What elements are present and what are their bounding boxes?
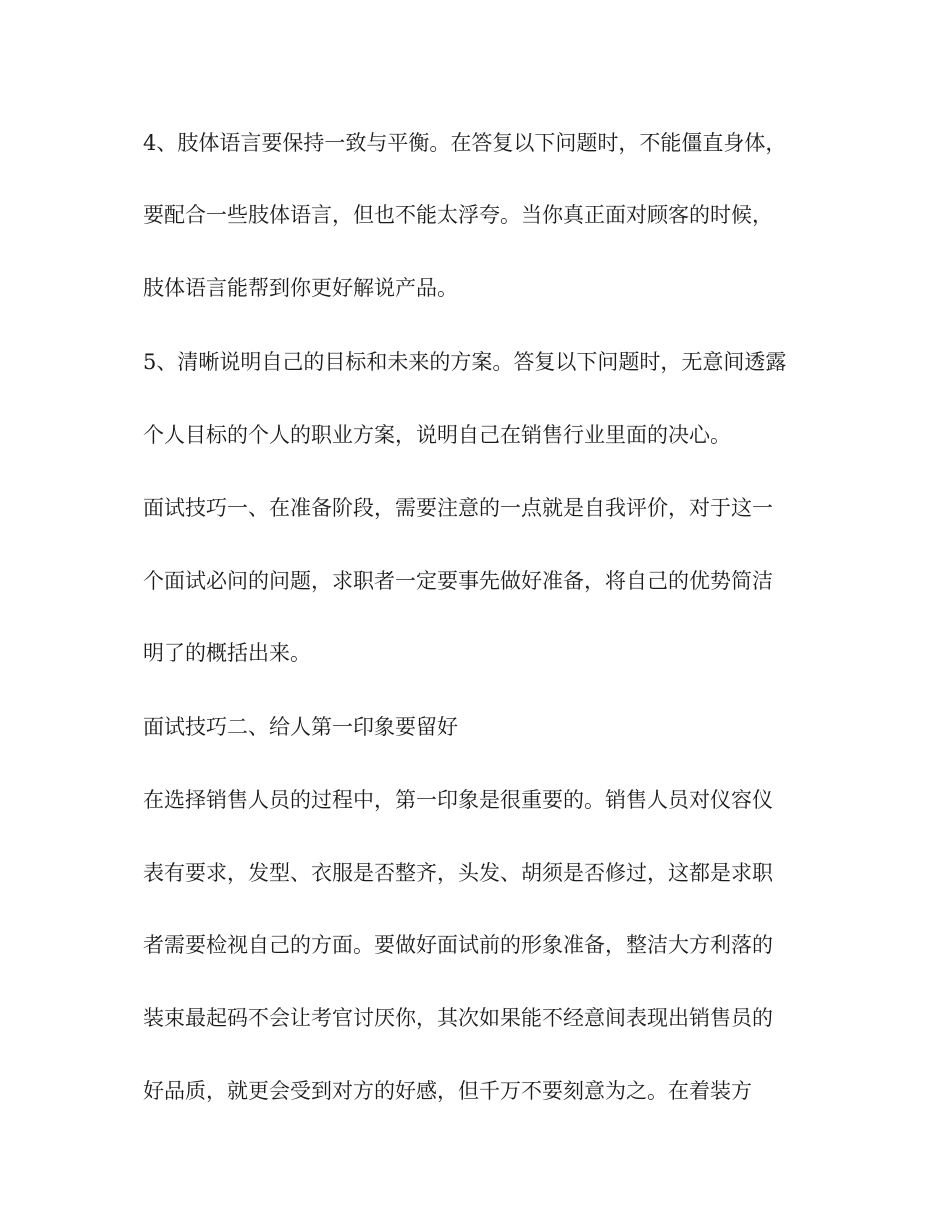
text-line: 表有要求，发型、衣服是否整齐，头发、胡须是否修过，这都是求职: [143, 861, 773, 885]
text-line: 要配合一些肢体语言，但也不能太浮夸。当你真正面对顾客的时候，: [143, 203, 773, 227]
text-line: 面试技巧一、在准备阶段，需要注意的一点就是自我评价，对于这一: [143, 496, 773, 520]
text-line: 个人目标的个人的职业方案，说明自己在销售行业里面的决心。: [143, 423, 731, 447]
text-line: 4、肢体语言要保持一致与平衡。在答复以下问题时，不能僵直身体，: [143, 131, 787, 155]
text-line: 装束最起码不会让考官讨厌你，其次如果能不经意间表现出销售员的: [143, 1006, 773, 1030]
text-line: 好品质，就更会受到对方的好感，但千万不要刻意为之。在着装方: [143, 1079, 752, 1103]
text-line: 个面试必问的问题，求职者一定要事先做好准备，将自己的优势简洁: [143, 569, 773, 593]
text-line: 面试技巧二、给人第一印象要留好: [143, 715, 458, 739]
text-line: 者需要检视自己的方面。要做好面试前的形象准备，整洁大方利落的: [143, 933, 773, 957]
text-line: 5、清晰说明自己的目标和未来的方案。答复以下问题时，无意间透露: [143, 350, 787, 374]
text-line: 在选择销售人员的过程中，第一印象是很重要的。销售人员对仪容仪: [143, 788, 773, 812]
text-line: 肢体语言能帮到你更好解说产品。: [143, 276, 458, 300]
text-line: 明了的概括出来。: [143, 641, 311, 665]
